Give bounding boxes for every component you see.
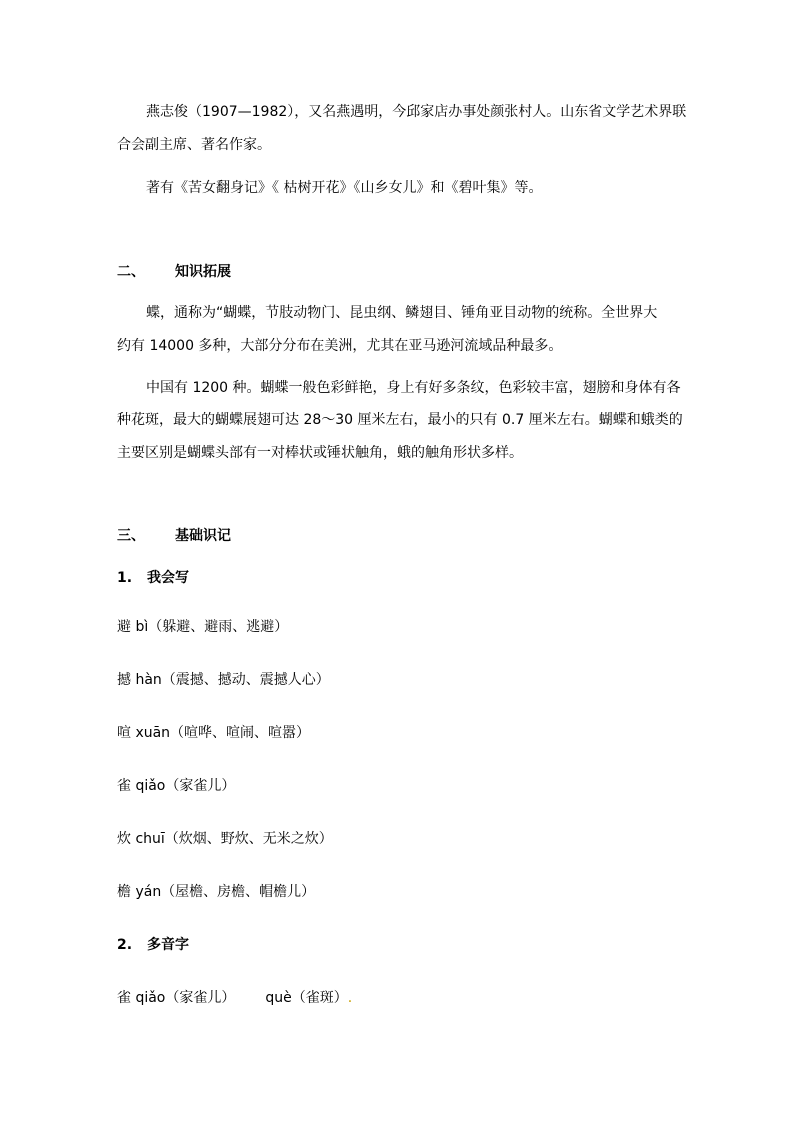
section-2-heading bbox=[117, 262, 231, 282]
word-entry: 撼 hàn（震撼、撼动、震撼人心） bbox=[117, 672, 330, 688]
word-entry: 避 bì（躲避、避雨、逃避） bbox=[117, 619, 289, 635]
subsection-2-title: 多音字 bbox=[147, 937, 189, 953]
word-entry: 喧 xuān（喧哗、喧闹、喧嚣） bbox=[117, 725, 311, 741]
polyphone-second: què（雀斑） bbox=[265, 990, 348, 1006]
section-2-p2-line-3: 主要区别是蝴蝶头部有一对棒状或锤状触角，蛾的触角形状多样。 bbox=[117, 445, 523, 461]
subsection-1-title: 我会写 bbox=[147, 570, 189, 586]
polyphone-first: 雀 qiǎo（家雀儿） bbox=[117, 990, 236, 1006]
subsection-1-number: 1. bbox=[117, 570, 133, 586]
bio-works: 著有《苦女翻身记》《 枯树开花》《山乡女儿》和《碧叶集》等。 bbox=[146, 180, 543, 196]
bio-line-2: 合会副主席、著名作家。 bbox=[117, 137, 271, 153]
section-2-p2-line-1: 中国有 1200 种。蝴蝶一般色彩鲜艳，身上有好多条纹，色彩较丰富，翅膀和身体有各 bbox=[146, 380, 681, 396]
polyphone-end-mark: . bbox=[347, 990, 353, 1006]
section-2-p1-line-2: 约有 14000 多种，大部分分布在美洲，尤其在亚马逊河流域品种最多。 bbox=[117, 338, 563, 354]
polyphone-entry bbox=[117, 988, 352, 1008]
section-3-heading bbox=[117, 526, 231, 546]
word-entry: 雀 qiǎo（家雀儿） bbox=[117, 778, 236, 794]
section-3-title: 基础识记 bbox=[175, 528, 231, 544]
section-2-p2-line-2: 种花斑，最大的蝴蝶展翅可达 28～30 厘米左右，最小的只有 0.7 厘米左右。蝴蝶和蛾类的 bbox=[117, 412, 683, 428]
section-2-number: 二、 bbox=[117, 264, 145, 280]
subsection-2-number: 2. bbox=[117, 937, 133, 953]
subsection-2-heading bbox=[117, 935, 189, 955]
subsection-1-heading bbox=[117, 568, 189, 588]
section-2-title: 知识拓展 bbox=[175, 264, 231, 280]
section-3-number: 三、 bbox=[117, 528, 145, 544]
word-entry: 檐 yán（屋檐、房檐、帽檐儿） bbox=[117, 884, 316, 900]
bio-line-1: 燕志俊（1907—1982），又名燕遇明，今邱家店办事处颜张村人。山东省文学艺术界联 bbox=[146, 104, 687, 120]
section-2-p1-line-1: 蝶，通称为“蝴蝶，节肢动物门、昆虫纲、鳞翅目、锤角亚目动物的统称。全世界大 bbox=[146, 305, 658, 321]
word-entry: 炊 chuī（炊烟、野炊、无米之炊） bbox=[117, 831, 333, 847]
